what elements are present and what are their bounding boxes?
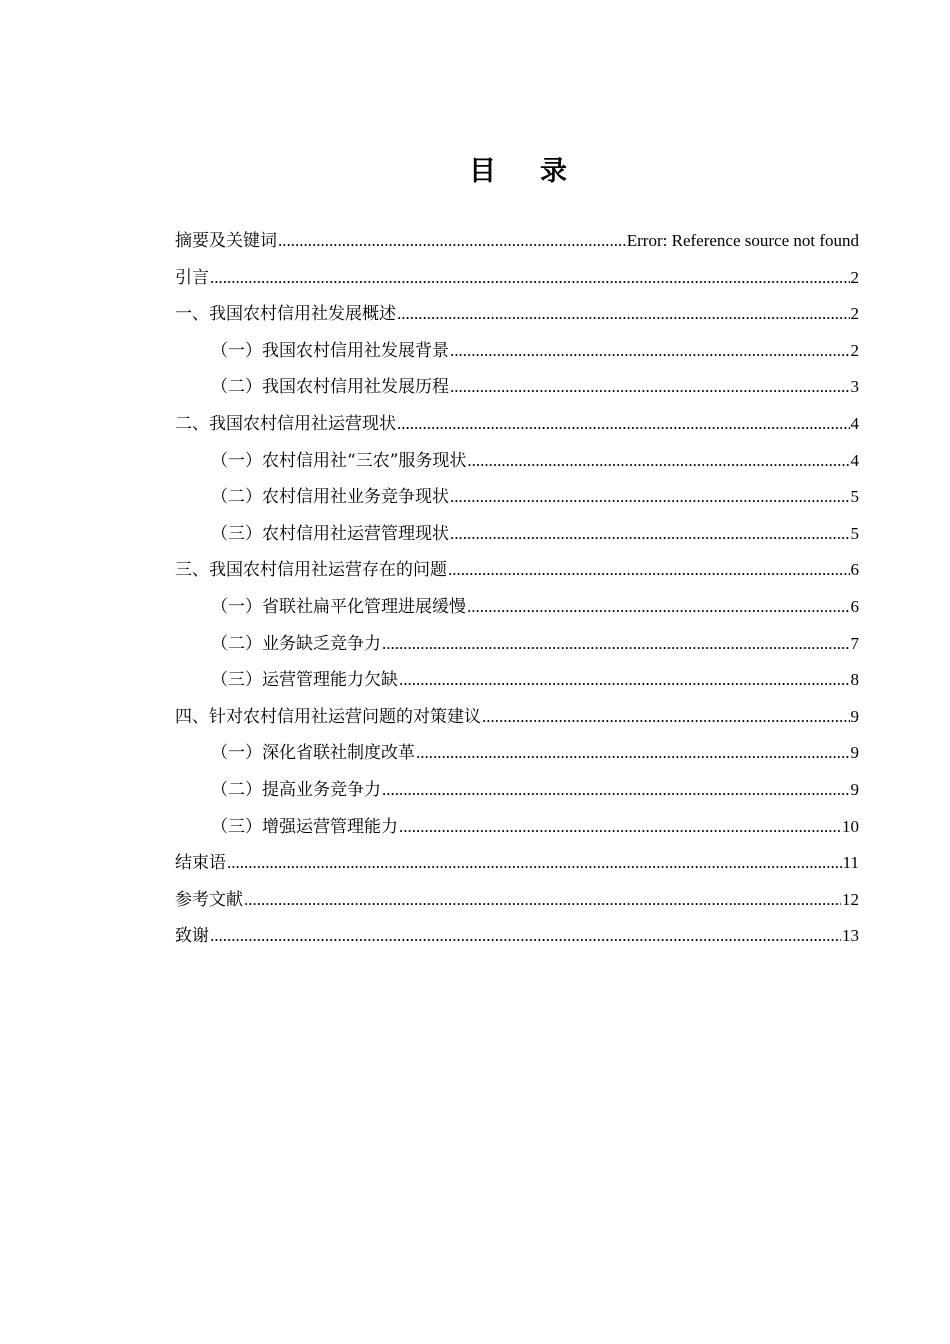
toc-entry[interactable] (175, 845, 859, 882)
toc-entry[interactable] (175, 443, 859, 480)
toc-entry-page-number: 9 (850, 706, 859, 726)
toc-entry-page-number: 2 (850, 340, 859, 360)
toc-entry[interactable] (175, 589, 859, 626)
toc-dot-leader (397, 406, 850, 443)
toc-entry-label: （二）我国农村信用社发展历程 (211, 377, 449, 398)
toc-dot-leader (210, 918, 841, 955)
toc-entry[interactable] (175, 809, 859, 846)
toc-entry-page-number: 9 (850, 779, 859, 799)
toc-entry-label: 二、我国农村信用社运营现状 (175, 413, 396, 434)
toc-dot-leader (210, 260, 850, 297)
toc-entry-page-number: 8 (850, 670, 859, 690)
toc-entry-label: （二）提高业务竞争力 (211, 779, 381, 800)
toc-entry-label: 三、我国农村信用社运营存在的问题 (175, 560, 447, 581)
toc-dot-leader (448, 552, 850, 589)
toc-entry-label: 引言 (175, 267, 209, 288)
toc-dot-leader (244, 882, 841, 919)
toc-entry-page-number: 4 (850, 413, 859, 433)
toc-entry[interactable] (175, 918, 859, 955)
toc-entry-label: 致谢 (175, 926, 209, 947)
toc-entry-page-number: 5 (850, 487, 859, 507)
toc-entry-page-number: 12 (842, 889, 859, 909)
toc-entry-page-number: 13 (842, 926, 859, 946)
toc-entry-label: 一、我国农村信用社发展概述 (175, 304, 396, 325)
toc-dot-leader (467, 443, 849, 480)
toc-entry-page-number: Error: Reference source not found (626, 231, 859, 250)
toc-entry-label: （一）省联社扁平化管理进展缓慢 (211, 596, 466, 617)
toc-entry[interactable] (175, 626, 859, 663)
toc-entry-label: （二）业务缺乏竞争力 (211, 633, 381, 654)
toc-dot-leader (450, 369, 850, 406)
toc-entry[interactable] (175, 260, 859, 297)
toc-title-char-1: 目 (469, 156, 496, 187)
toc-entry[interactable] (175, 552, 859, 589)
toc-entry[interactable] (175, 406, 859, 443)
toc-entry-label: （二）农村信用社业务竞争现状 (211, 487, 449, 508)
toc-entry-label: 结束语 (175, 853, 226, 874)
toc-entry-page-number: 4 (850, 450, 859, 470)
toc-dot-leader (482, 699, 850, 736)
toc-dot-leader (382, 626, 850, 663)
toc-dot-leader (227, 845, 842, 882)
toc-dot-leader (278, 223, 626, 260)
toc-dot-leader (399, 809, 841, 846)
toc-entry-label: （三）运营管理能力欠缺 (211, 670, 398, 691)
toc-dot-leader (416, 735, 850, 772)
table-of-contents (175, 223, 859, 955)
toc-title-char-2: 录 (540, 156, 567, 187)
toc-entry-page-number: 6 (850, 560, 859, 580)
toc-entry[interactable] (175, 772, 859, 809)
toc-entry[interactable] (175, 662, 859, 699)
toc-entry-page-number: 2 (850, 304, 859, 324)
toc-entry-label: （一）我国农村信用社发展背景 (211, 340, 449, 361)
toc-dot-leader (450, 516, 850, 553)
toc-entry-label: （三）增强运营管理能力 (211, 816, 398, 837)
toc-entry-label: 摘要及关键词 (175, 231, 277, 251)
toc-entry[interactable] (175, 333, 859, 370)
toc-dot-leader (382, 772, 850, 809)
toc-entry-page-number: 2 (850, 267, 859, 287)
toc-entry-label: 参考文献 (175, 889, 243, 910)
toc-dot-leader (450, 479, 850, 516)
toc-entry-label: （三）农村信用社运营管理现状 (211, 523, 449, 544)
toc-entry[interactable] (175, 735, 859, 772)
toc-entry[interactable] (175, 516, 859, 553)
toc-entry[interactable] (175, 223, 859, 260)
toc-entry-page-number: 9 (850, 743, 859, 763)
toc-entry[interactable] (175, 479, 859, 516)
toc-entry[interactable] (175, 699, 859, 736)
toc-dot-leader (397, 296, 850, 333)
toc-dot-leader (450, 333, 850, 370)
toc-entry[interactable] (175, 882, 859, 919)
toc-entry[interactable] (175, 369, 859, 406)
toc-entry-page-number: 5 (850, 523, 859, 543)
toc-entry-page-number: 11 (842, 853, 859, 873)
toc-entry-page-number: 10 (842, 816, 859, 836)
toc-entry-page-number: 7 (850, 633, 859, 653)
toc-entry-label: （一）深化省联社制度改革 (211, 743, 415, 764)
toc-dot-leader (467, 589, 850, 626)
toc-entry[interactable] (175, 296, 859, 333)
toc-title (0, 152, 950, 192)
toc-entry-page-number: 3 (850, 377, 859, 397)
toc-entry-label: （一）农村信用社“三农”服务现状 (211, 450, 467, 471)
toc-dot-leader (399, 662, 850, 699)
toc-entry-label: 四、针对农村信用社运营问题的对策建议 (175, 706, 481, 727)
toc-entry-page-number: 6 (850, 596, 859, 616)
